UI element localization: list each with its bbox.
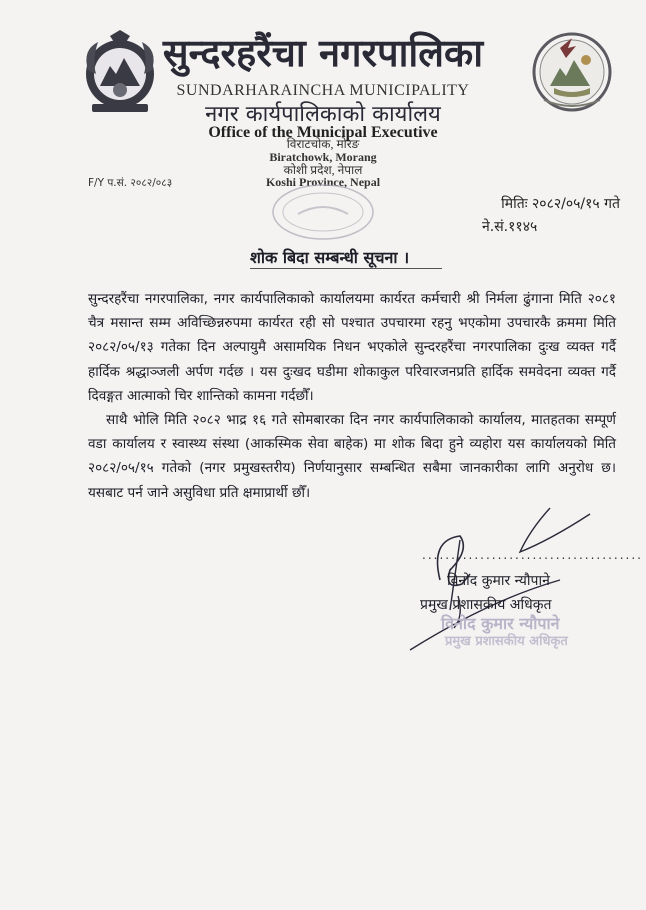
subject-underline <box>250 268 442 269</box>
dispatch-number: ने.सं.११४५ <box>482 219 538 235</box>
office-name-nepali: नगर कार्यपालिकाको कार्यालय <box>205 102 441 127</box>
title-stamp: प्रमुख प्रशासकीय अधिकृत <box>445 634 568 649</box>
signatory-title: प्रमुख प्रशासकीय अधिकृत <box>420 597 552 613</box>
signatory-name: विनोद कुमार न्यौपाने <box>447 573 550 589</box>
office-stamp-icon <box>268 182 378 242</box>
name-stamp: विनोद कुमार न्यौपाने <box>441 614 560 633</box>
notice-date: मितिः २०८२/०५/१५ गते <box>501 196 620 212</box>
body-paragraph-1: सुन्दरहरैंचा नगरपालिका, नगर कार्यपालिकाको कार्यालयमा कार्यरत कर्मचारी श्री निर्मला ढुंगाना मिति २०८१ चैत्र मसान्त सम्म अविच्छिन्नरुपमा कार्यरत रही सो पश्चात उपचारमा रहनु भएकोमा उपचारकै क्रममा मिति २०८२/०५/१३ गतेका दिन अल्पायुमै असामयिक निधन भएकोले सुन्दरहरैंचा नगरपालिका दुःख व्यक्त गर्दै हार्दिक श्रद्धाञ्जली अर्पण गर्दछ । यस दुःखद घडीमा शोकाकुल परिवारजनप्रति हार्दिक समवेदना व्यक्त गर्दै दिवङ्गत आत्माको चिर शान्तिको कामना गर्दछौँ। <box>88 291 616 404</box>
body-paragraph-2: साथै भोलि मिति २०८२ भाद्र १६ गते सोमबारका दिन नगर कार्यपालिकाको कार्यालय, मातहतका सम्पूर्ण वडा कार्यालय र स्वास्थ्य संस्था (आकस्मिक सेवा बाहेक) मा शोक बिदा हुने व्यहोरा यस कार्यालयको मिति २०८२/०५/१५ गतेको (नगर प्रमुखस्तरीय) निर्णयानुसार सम्बन्धित सबैमा जानकारीका लागि अनुरोध छ। यसबाट पर्न जाने असुविधा प्रति क्षमाप्रार्थी छौँ। <box>88 412 616 501</box>
municipality-name-nepali: सुन्दरहरैंचा नगरपालिका <box>162 30 484 75</box>
address-nepali: विराटचोक, मोरङ <box>286 137 360 151</box>
reference-number: F/Y प.सं. २०८२/०८३ <box>88 177 173 189</box>
office-name-english: Office of the Municipal Executive <box>208 124 438 141</box>
municipality-name-english: SUNDARHARAINCHA MUNICIPALITY <box>176 82 470 99</box>
signature-dotted-line: ...................................... <box>422 548 643 562</box>
notice-subject: शोक बिदा सम्बन्धी सूचना । <box>250 248 410 267</box>
province-nepali: कोशी प्रदेश, नेपाल <box>283 163 363 177</box>
province-english: Koshi Province, Nepal <box>265 175 381 189</box>
address-english: Biratchowk, Morang <box>269 150 377 164</box>
